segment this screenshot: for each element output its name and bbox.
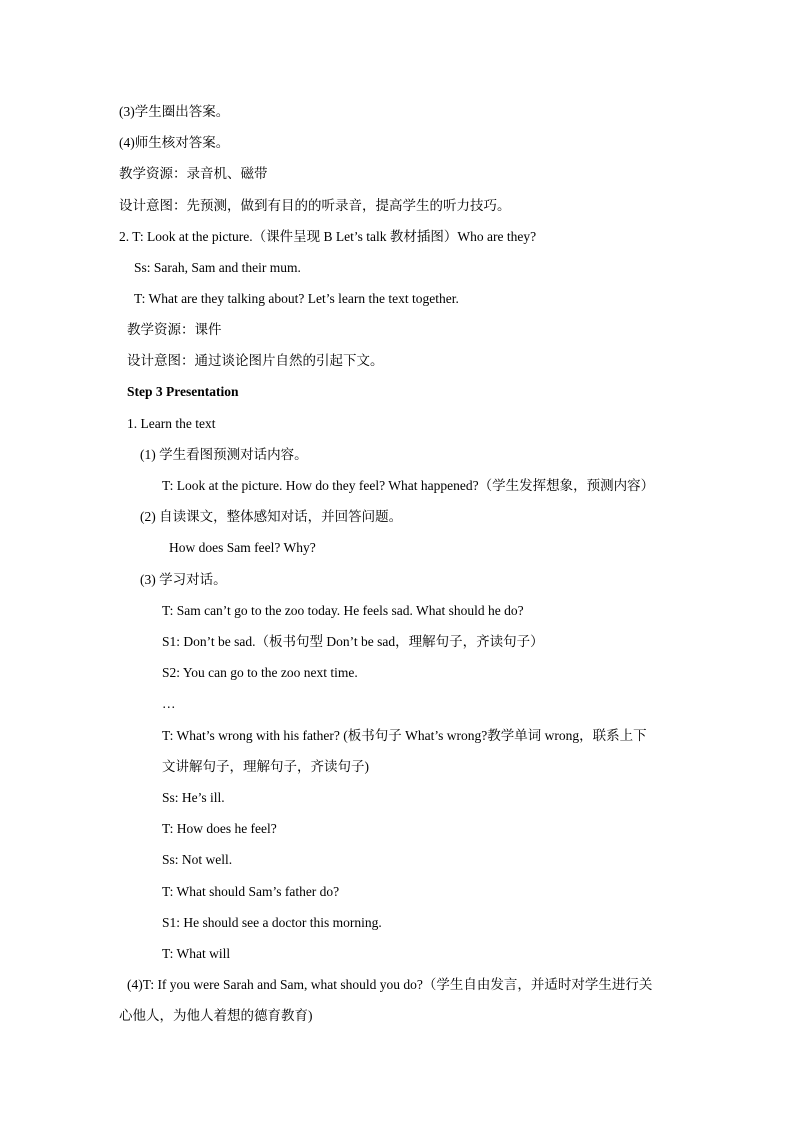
text-line-sub-2-question: How does Sam feel? Why?: [169, 540, 316, 555]
text-line-sub-2: (2) 自读课文，整体感知对话，并回答问题。: [140, 509, 403, 524]
dialogue-line-10: T: What will: [162, 946, 231, 961]
dialogue-line-7: Ss: Not well.: [162, 852, 233, 867]
text-line-intent-1: 设计意图：先预测，做到有目的的听录音，提高学生的听力技巧。: [119, 198, 511, 213]
text-line-step3-item3: (3)学生圈出答案。: [119, 104, 230, 119]
dialogue-line-1: T: Sam can’t go to the zoo today. He feels sad. What should he do?: [162, 603, 524, 618]
text-line-ss-answer: Ss: Sarah, Sam and their mum.: [134, 260, 301, 275]
dialogue-ellipsis: …: [162, 696, 176, 711]
dialogue-line-5: Ss: He’s ill.: [162, 790, 225, 805]
text-line-resource-1: 教学资源：录音机、磁带: [119, 166, 268, 181]
text-line-resource-2: 教学资源：课件: [127, 322, 222, 337]
section-heading-step3: Step 3 Presentation: [127, 384, 239, 399]
text-line-item-2: 2. T: Look at the picture.（课件呈现 B Let’s talk 教材插图）Who are they?: [119, 229, 537, 244]
text-line-sub-4: (4)T: If you were Sarah and Sam, what should you do?（学生自由发言，并适时对学生进行关: [127, 977, 653, 992]
dialogue-line-4: T: What’s wrong with his father? (板书句子 What’s wrong?教学单词 wrong，联系上下: [162, 728, 647, 743]
dialogue-line-9: S1: He should see a doctor this morning.: [162, 915, 382, 930]
text-line-sub-3: (3) 学习对话。: [140, 572, 227, 587]
dialogue-line-3: S2: You can go to the zoo next time.: [162, 665, 358, 680]
text-line-step3-item4: (4)师生核对答案。: [119, 135, 230, 150]
text-line-sub-4-cont: 心他人，为他人着想的德育教育): [119, 1008, 313, 1023]
text-line-t-question: T: What are they talking about? Let’s learn the text together.: [134, 291, 459, 306]
dialogue-line-4-cont: 文讲解句子，理解句子，齐读句子): [162, 759, 369, 774]
dialogue-line-8: T: What should Sam’s father do?: [162, 884, 340, 899]
text-line-learn-text: 1. Learn the text: [127, 416, 216, 431]
text-line-sub-1: (1) 学生看图预测对话内容。: [140, 447, 308, 462]
dialogue-line-2: S1: Don’t be sad.（板书句型 Don’t be sad，理解句子，齐读句子）: [162, 634, 544, 649]
text-line-intent-2: 设计意图：通过谈论图片自然的引起下文。: [127, 353, 384, 368]
text-line-sub-1-t: T: Look at the picture. How do they feel? What happened?（学生发挥想象，预测内容）: [162, 478, 655, 493]
dialogue-line-6: T: How does he feel?: [162, 821, 277, 836]
